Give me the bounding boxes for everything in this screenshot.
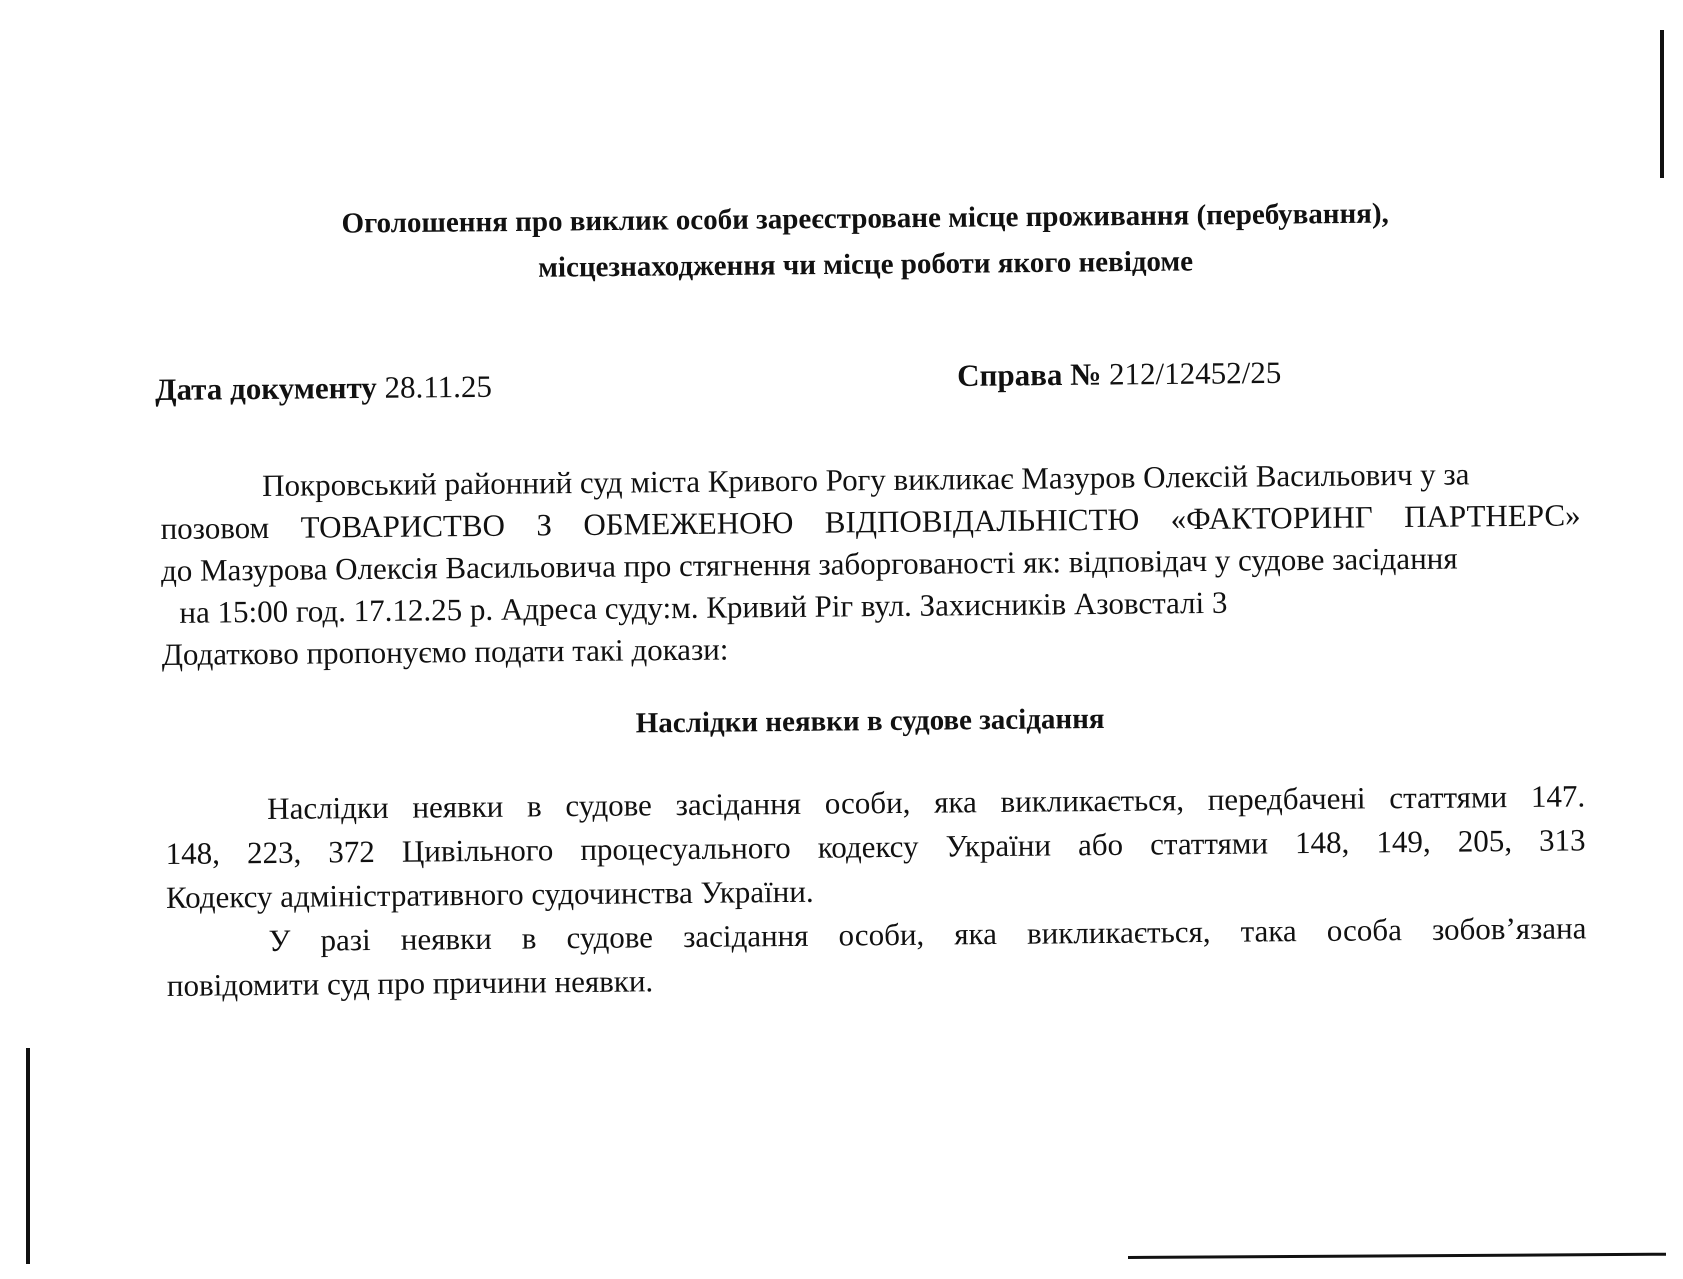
consequences-body <box>165 774 1587 1008</box>
summons-line-5: Додатково пропонуємо подати такі докази: <box>161 631 729 672</box>
document-date <box>155 369 492 408</box>
title-line-2: місцезнаходження чи місце роботи якого невідоме <box>538 245 1194 284</box>
consequences-line-5: повідомити суд про причини неявки. <box>166 963 654 1003</box>
scan-edge-line-bottom-right <box>1128 1253 1666 1259</box>
consequences-line-1: Наслідки неявки в судове засідання особи, яка викликається, передбачені статтями 147. <box>267 778 1586 827</box>
summons-body <box>160 452 1582 676</box>
title-line-1: Оголошення про виклик особи зареєстроване місце проживання (перебування), <box>341 197 1389 240</box>
summons-line-2: позовом ТОВАРИСТВО З ОБМЕЖЕНОЮ ВІДПОВІДАЛЬНІСТЮ «ФАКТОРИНГ ПАРТНЕРС» <box>160 497 1581 546</box>
summons-line-1: Покровський районний суд міста Кривого Рогу викликає Мазуров Олексій Васильович у за <box>262 456 1470 504</box>
document-date-value: 28.11.25 <box>384 368 493 405</box>
summons-line-3: до Мазурова Олексія Васильовича про стягнення заборгованості як: відповідач у судове засідання <box>160 540 1458 588</box>
consequences-line-2: 148, 223, 372 Цивільного процесуального кодексу України або статтями 148, 149, 205, 313 <box>165 822 1586 871</box>
case-number-label: Справа № <box>957 356 1102 393</box>
document-title <box>200 189 1531 294</box>
case-number-value: 212/12452/25 <box>1108 354 1282 392</box>
consequences-heading: Наслідки неявки в судове засідання <box>635 702 1105 740</box>
case-number <box>957 355 1281 394</box>
scan-edge-line-bottom-left <box>26 1048 30 1264</box>
consequences-line-4: У разі неявки в судове засідання особи, яка викликається, така особа зобов’язана <box>268 910 1587 959</box>
document-date-label: Дата документу <box>155 369 377 407</box>
scan-edge-line-top-right <box>1660 30 1664 178</box>
consequences-line-3: Кодексу адміністративного судочинства України. <box>165 873 814 915</box>
summons-line-4: на 15:00 год. 17.12.25 р. Адреса суду:м. Кривий Ріг вул. Захисників Азовсталі 3 <box>179 584 1228 630</box>
